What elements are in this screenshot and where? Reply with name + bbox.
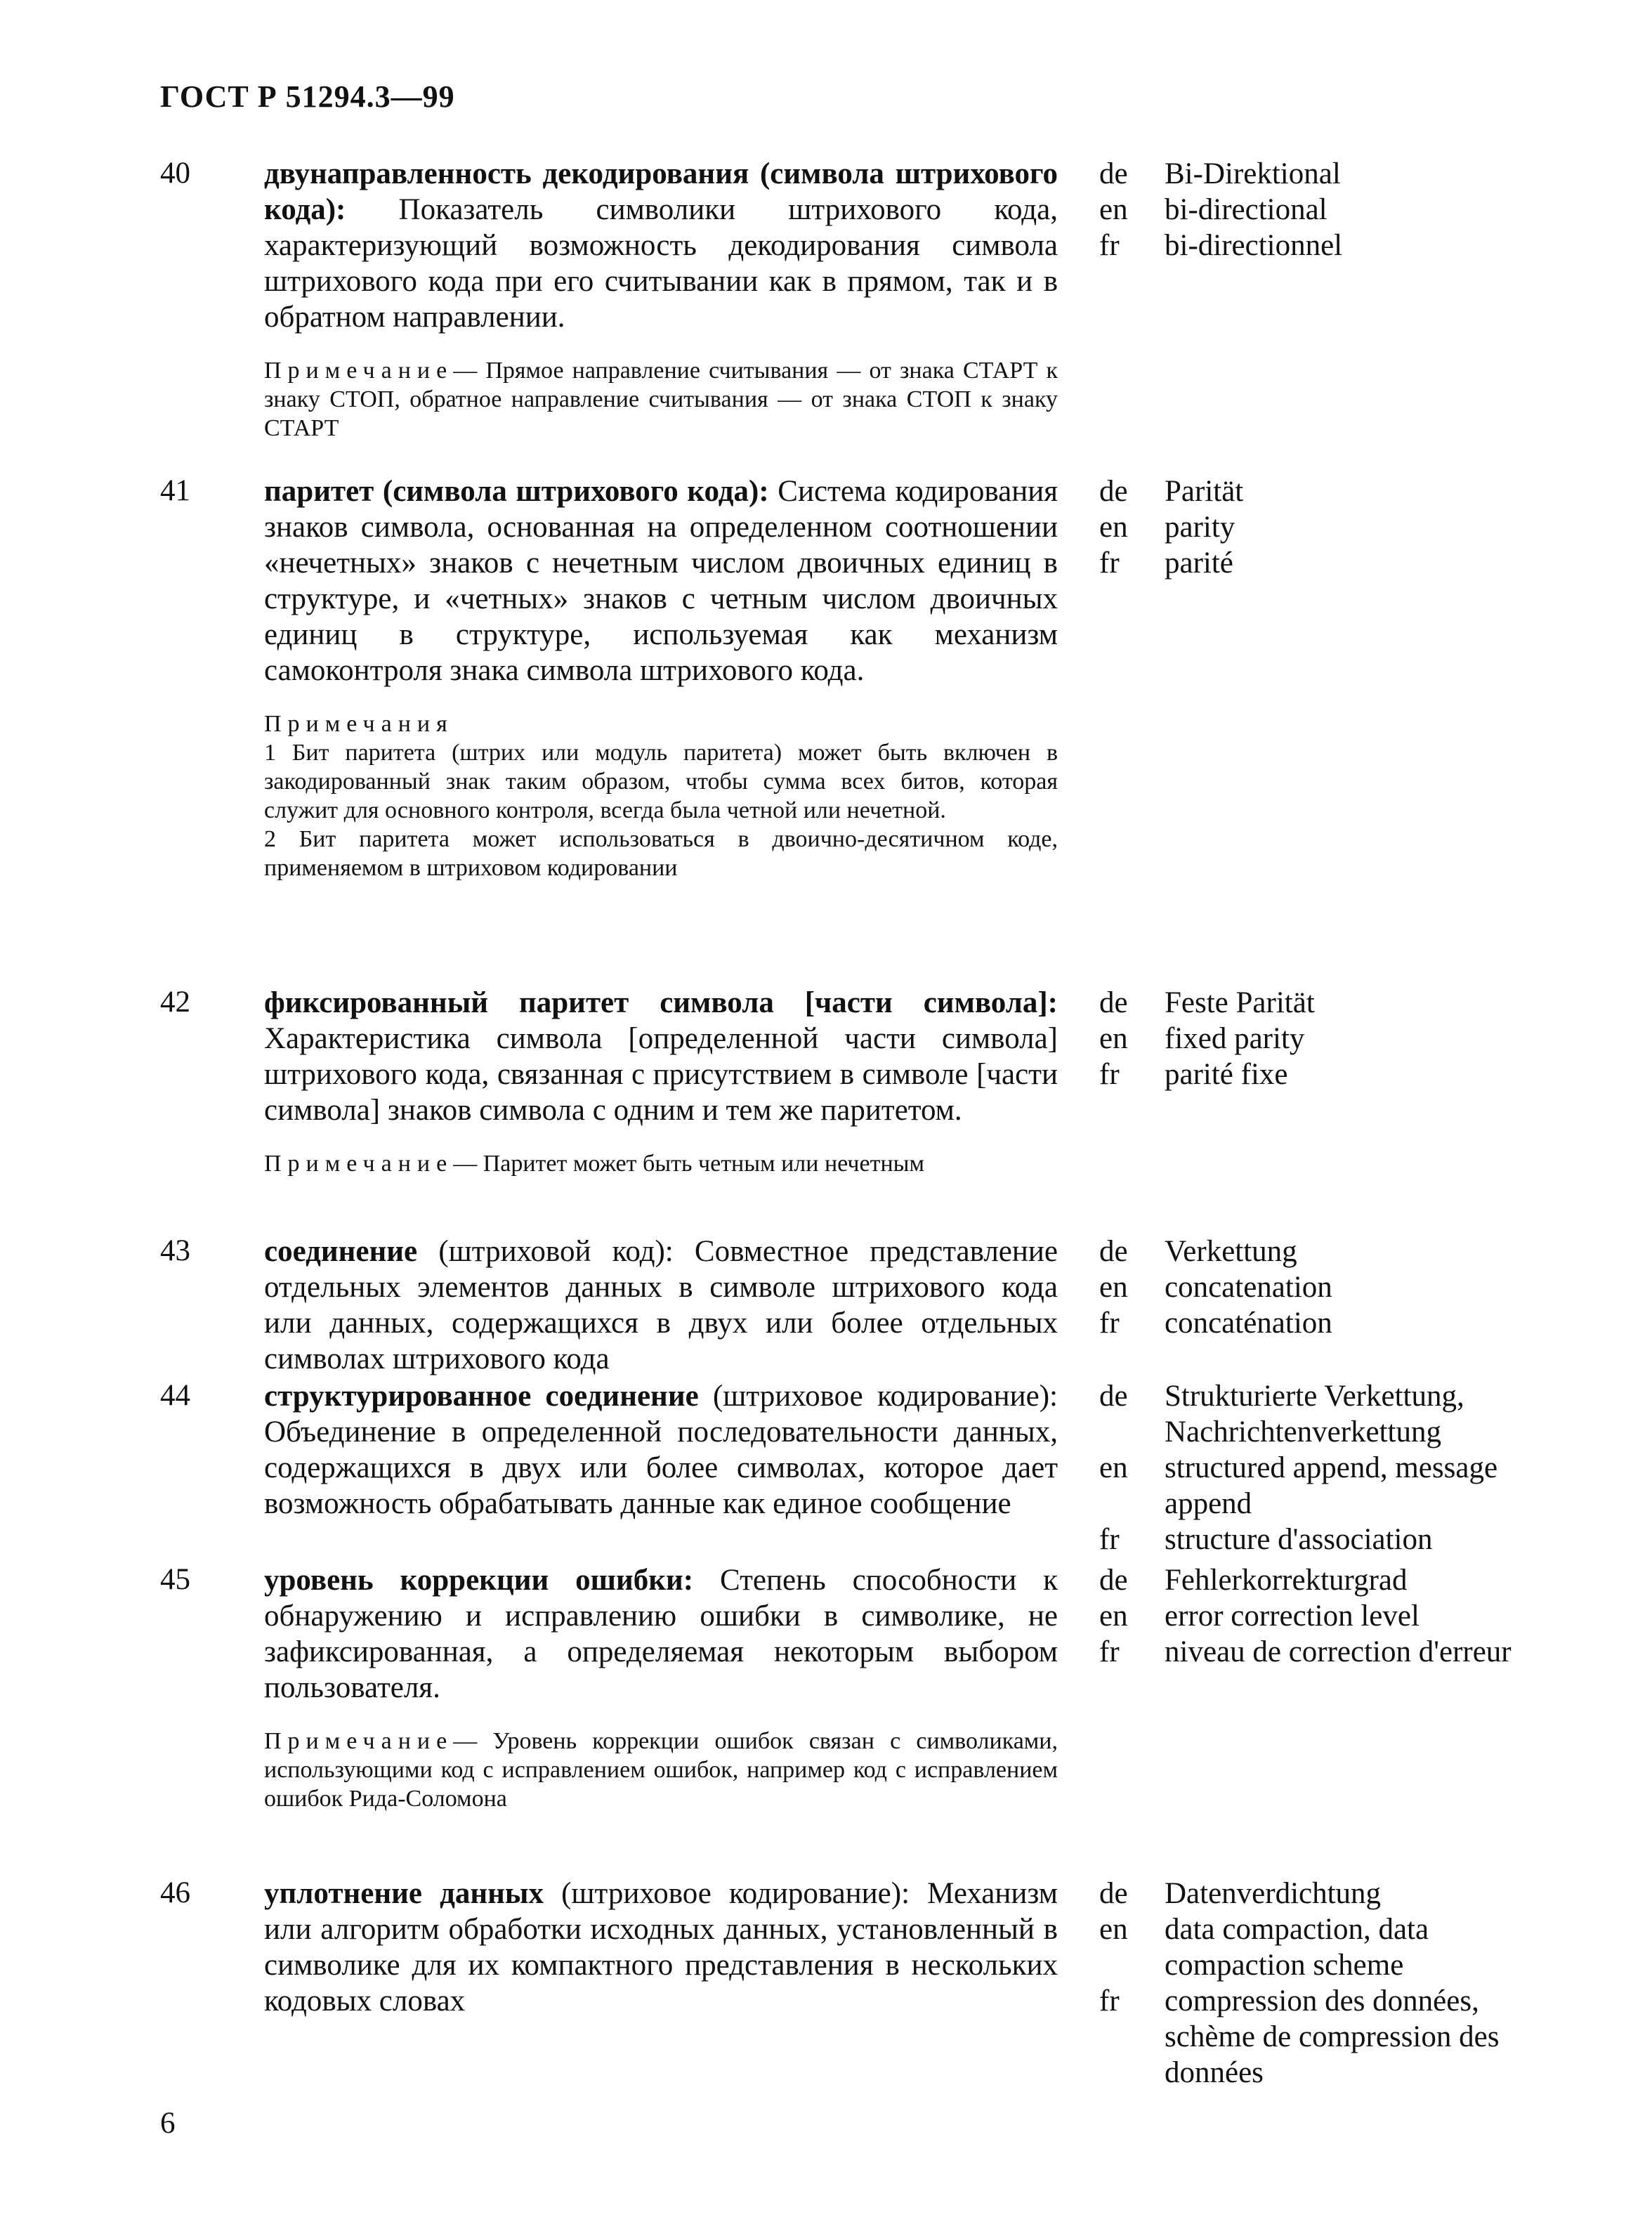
term-name: уплотнение данных: [264, 1877, 544, 1910]
note: [264, 1727, 1058, 1813]
note-text: — Уровень коррекции ошибок связан с символиками, использующими код с исправлением ошибок, например код с исправлением ошибок Рида-Соломона: [264, 1728, 1058, 1812]
foreign-equivalents: [1165, 156, 1342, 263]
foreign-equivalents: [1165, 473, 1243, 581]
term-name: фиксированный паритет символа [части символа]:: [264, 986, 1058, 1019]
term-name: соединение: [264, 1235, 418, 1268]
equivalent-de: Verkettung: [1165, 1235, 1297, 1268]
term-name: паритет (символа штрихового кода):: [264, 475, 769, 508]
foreign-equivalents: [1165, 1562, 1512, 1670]
equivalent-fr-cont: schème de compression des: [1165, 2020, 1500, 2053]
equivalent-fr: concaténation: [1165, 1307, 1332, 1340]
equivalent-fr: compression des données,: [1165, 1985, 1479, 2018]
note: [264, 356, 1058, 443]
language-codes: de en fr: [1099, 986, 1128, 1091]
term-definition: [264, 1876, 1058, 2019]
equivalent-de: Fehlerkorrekturgrad: [1165, 1564, 1408, 1597]
equivalent-en-cont: append: [1165, 1487, 1252, 1520]
note: [264, 710, 1058, 882]
note: [264, 1149, 1058, 1178]
definition-text: (штриховой код): Совместное представление отдельных элементов данных в символе штрихового кода или данных, содержащихся в двух или более отдельных символах штрихового кода: [264, 1235, 1058, 1375]
equivalent-en: parity: [1165, 511, 1235, 544]
equivalent-en: data compaction, data: [1165, 1913, 1429, 1946]
foreign-equivalents: [1165, 1378, 1497, 1557]
note-item-2: 2 Бит паритета может использоваться в двоично-десятичном коде, применяемом в штриховом кодировании: [264, 826, 1058, 881]
entry-number: 40: [160, 157, 190, 190]
equivalent-fr: structure d'association: [1165, 1523, 1433, 1556]
note-label: Примечание: [264, 1728, 454, 1754]
definition-text: (штриховое кодирование): Объединение в определенной последовательности данных, содержащихся в двух или более символах, которое дает возможность обрабатывать данные как единое сообщение: [264, 1380, 1058, 1520]
equivalent-en: error correction level: [1165, 1600, 1420, 1633]
note-text: — Прямое направление считывания — от знака СТАРТ к знаку СТОП, обратное направление считывания — от знака СТОП к знаку СТАРТ: [264, 358, 1058, 441]
equivalent-de: Feste Parität: [1165, 986, 1315, 1019]
definition-text: Степень способности к обнаружению и исправлению ошибки в символике, не зафиксированная, а определяемая некоторым выбором пользователя.: [264, 1564, 1058, 1704]
term-definition: [264, 473, 1058, 688]
equivalent-en: concatenation: [1165, 1271, 1332, 1304]
note-item-1: 1 Бит паритета (штрих или модуль паритета) может быть включен в закодированный знак таким образом, чтобы сумма всех битов, которая служит для основного контроля, всегда была четной или нечетной.: [264, 740, 1058, 823]
equivalent-de: Datenverdichtung: [1165, 1877, 1382, 1910]
definition-text: (штриховое кодирование): Механизм или алгоритм обработки исходных данных, установленный в символике для их компактного представления в нескольких кодовых словах: [264, 1877, 1058, 2018]
definition-text: Показатель символики штрихового кода, характеризующий возможность декодирования символа штрихового кода при его считывании как в прямом, так и в обратном направлении.: [264, 193, 1058, 334]
equivalent-de: Bi-Direktional: [1165, 157, 1341, 190]
term-definition: [264, 1378, 1058, 1522]
note-text: — Паритет может быть четным или нечетным: [453, 1151, 925, 1177]
foreign-equivalents: [1165, 1234, 1332, 1341]
equivalent-fr: parité fixe: [1165, 1058, 1288, 1091]
foreign-equivalents: [1165, 1876, 1499, 2091]
definition-text: Характеристика символа [определенной части символа] штрихового кода, связанная с присутствием в символе [части символа] знаков символа с одним и тем же паритетом.: [264, 1022, 1058, 1127]
definition-text: Система кодирования знаков символа, основанная на определенном соотношении «нечетных» знаков с нечетным числом двоичных единиц в структуре, и «четных» знаков с четным числом двоичных единиц в структуре, используемая как механизм самоконтроля знака символа штрихового кода.: [264, 475, 1058, 687]
language-codes: de en fr: [1099, 1235, 1128, 1340]
equivalent-fr: bi-directionnel: [1165, 229, 1343, 262]
language-codes: de en fr: [1099, 475, 1128, 580]
equivalent-de-cont: Nachrichtenverkettung: [1165, 1416, 1441, 1449]
language-codes: de en fr: [1099, 1564, 1128, 1668]
foreign-equivalents: [1165, 985, 1315, 1092]
language-codes: de en fr: [1099, 1877, 1128, 2018]
term-name: уровень коррекции ошибки:: [264, 1564, 694, 1597]
entry-number: 41: [160, 474, 190, 507]
entry-number: 46: [160, 1876, 190, 1909]
equivalent-en-cont: compaction scheme: [1165, 1949, 1404, 1982]
equivalent-de: Parität: [1165, 475, 1244, 508]
language-codes: de en fr: [1099, 1380, 1128, 1556]
document-header: ГОСТ Р 51294.3—99: [160, 79, 455, 114]
equivalent-en: fixed parity: [1165, 1022, 1305, 1055]
term-definition: [264, 1562, 1058, 1706]
equivalent-fr: parité: [1165, 547, 1233, 580]
equivalent-en: bi-directional: [1165, 193, 1328, 226]
note-label: Примечания: [264, 711, 454, 737]
entry-number: 44: [160, 1379, 190, 1412]
entry-number: 45: [160, 1563, 190, 1596]
equivalent-en: structured append, message: [1165, 1451, 1498, 1484]
term-name: структурированное соединение: [264, 1380, 699, 1413]
entry-number: 43: [160, 1234, 190, 1267]
term-name: двунаправленность декодирования (символа штрихового кода):: [264, 157, 1058, 226]
note-label: Примечание: [264, 358, 454, 384]
page-number: 6: [160, 2107, 176, 2140]
term-definition: [264, 985, 1058, 1128]
equivalent-fr-cont-2: données: [1165, 2056, 1264, 2089]
equivalent-fr: niveau de correction d'erreur: [1165, 1635, 1512, 1668]
term-definition: [264, 1234, 1058, 1377]
equivalent-de: Strukturierte Verkettung,: [1165, 1380, 1464, 1413]
language-codes: de en fr: [1099, 157, 1128, 262]
note-label: Примечание: [264, 1151, 454, 1177]
entry-number: 42: [160, 986, 190, 1019]
term-definition: [264, 156, 1058, 335]
